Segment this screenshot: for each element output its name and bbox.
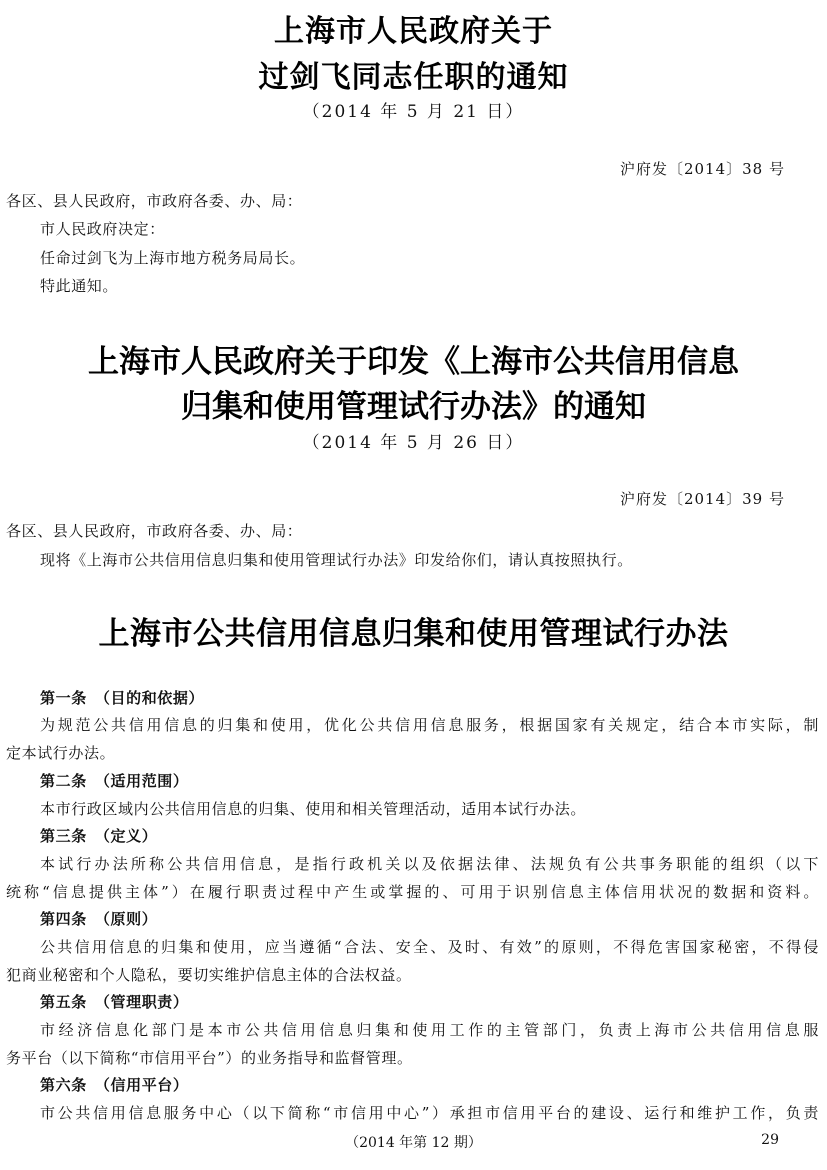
article-text-line: 公共信用信息的归集和使用，应当遵循“合法、安全、及时、有效”的原则，不得危害国家秘密，不得侵 (40, 938, 819, 956)
article-text-line: 本试行办法所称公共信用信息，是指行政机关以及依据法律、法规负有公共事务职能的组织（以下 (40, 855, 819, 873)
notice2-date: （2014 年 5 月 26 日） (302, 433, 525, 453)
footer-issue: （2014 年第 12 期） (345, 1135, 482, 1151)
notice1-date: （2014 年 5 月 21 日） (302, 102, 525, 122)
article-heading: 第四条 （原则） (40, 910, 158, 928)
notice1-doc-number: 沪府发〔2014〕38 号 (619, 160, 785, 178)
notice1-body-line: 市人民政府决定： (40, 220, 165, 238)
notice1-title-line1: 上海市人民政府关于 (274, 14, 553, 49)
article-heading: 第三条 （定义） (40, 827, 158, 845)
regulation-title: 上海市公共信用信息归集和使用管理试行办法 (98, 616, 729, 652)
article-heading: 第二条 （适用范围） (40, 772, 189, 790)
article-heading: 第一条 （目的和依据） (40, 689, 205, 707)
notice2-body: 现将《上海市公共信用信息归集和使用管理试行办法》印发给你们，请认真按照执行。 (40, 551, 633, 569)
notice1-body-line: 特此通知。 (40, 277, 119, 295)
notice2-title-line2: 归集和使用管理试行办法》的通知 (181, 389, 646, 425)
article-text-line: 市公共信用信息服务中心（以下简称“市信用中心”）承担市信用平台的建设、运行和维护工作，负责 (40, 1104, 819, 1122)
article-heading: 第六条 （信用平台） (40, 1076, 189, 1094)
page-number: 29 (761, 1132, 779, 1148)
article-text-line: 市经济信息化部门是本市公共信用信息归集和使用工作的主管部门，负责上海市公共信用信息服 (40, 1021, 819, 1039)
notice1-body-line: 任命过剑飞为上海市地方税务局局长。 (40, 249, 306, 267)
notice2-doc-number: 沪府发〔2014〕39 号 (619, 490, 785, 508)
article-text-line: 务平台（以下简称“市信用平台”）的业务指导和监督管理。 (6, 1049, 413, 1067)
article-text-line: 定本试行办法。 (6, 744, 116, 762)
article-heading: 第五条 （管理职责） (40, 993, 189, 1011)
article-text-line: 本市行政区域内公共信用信息的归集、使用和相关管理活动，适用本试行办法。 (40, 800, 587, 818)
notice1-title-line2: 过剑飞同志任职的通知 (258, 60, 569, 95)
article-text-line: 犯商业秘密和个人隐私，要切实维护信息主体的合法权益。 (6, 966, 412, 984)
notice1-addressee: 各区、县人民政府，市政府各委、办、局： (6, 192, 303, 210)
article-text-line: 统称“信息提供主体”）在履行职责过程中产生或掌握的、可用于识别信息主体信用状况的数据和资料。 (6, 883, 819, 901)
notice2-addressee: 各区、县人民政府，市政府各委、办、局： (6, 522, 303, 540)
notice2-title-line1: 上海市人民政府关于印发《上海市公共信用信息 (88, 344, 739, 380)
article-text-line: 为规范公共信用信息的归集和使用，优化公共信用信息服务，根据国家有关规定，结合本市实际，制 (40, 716, 819, 734)
